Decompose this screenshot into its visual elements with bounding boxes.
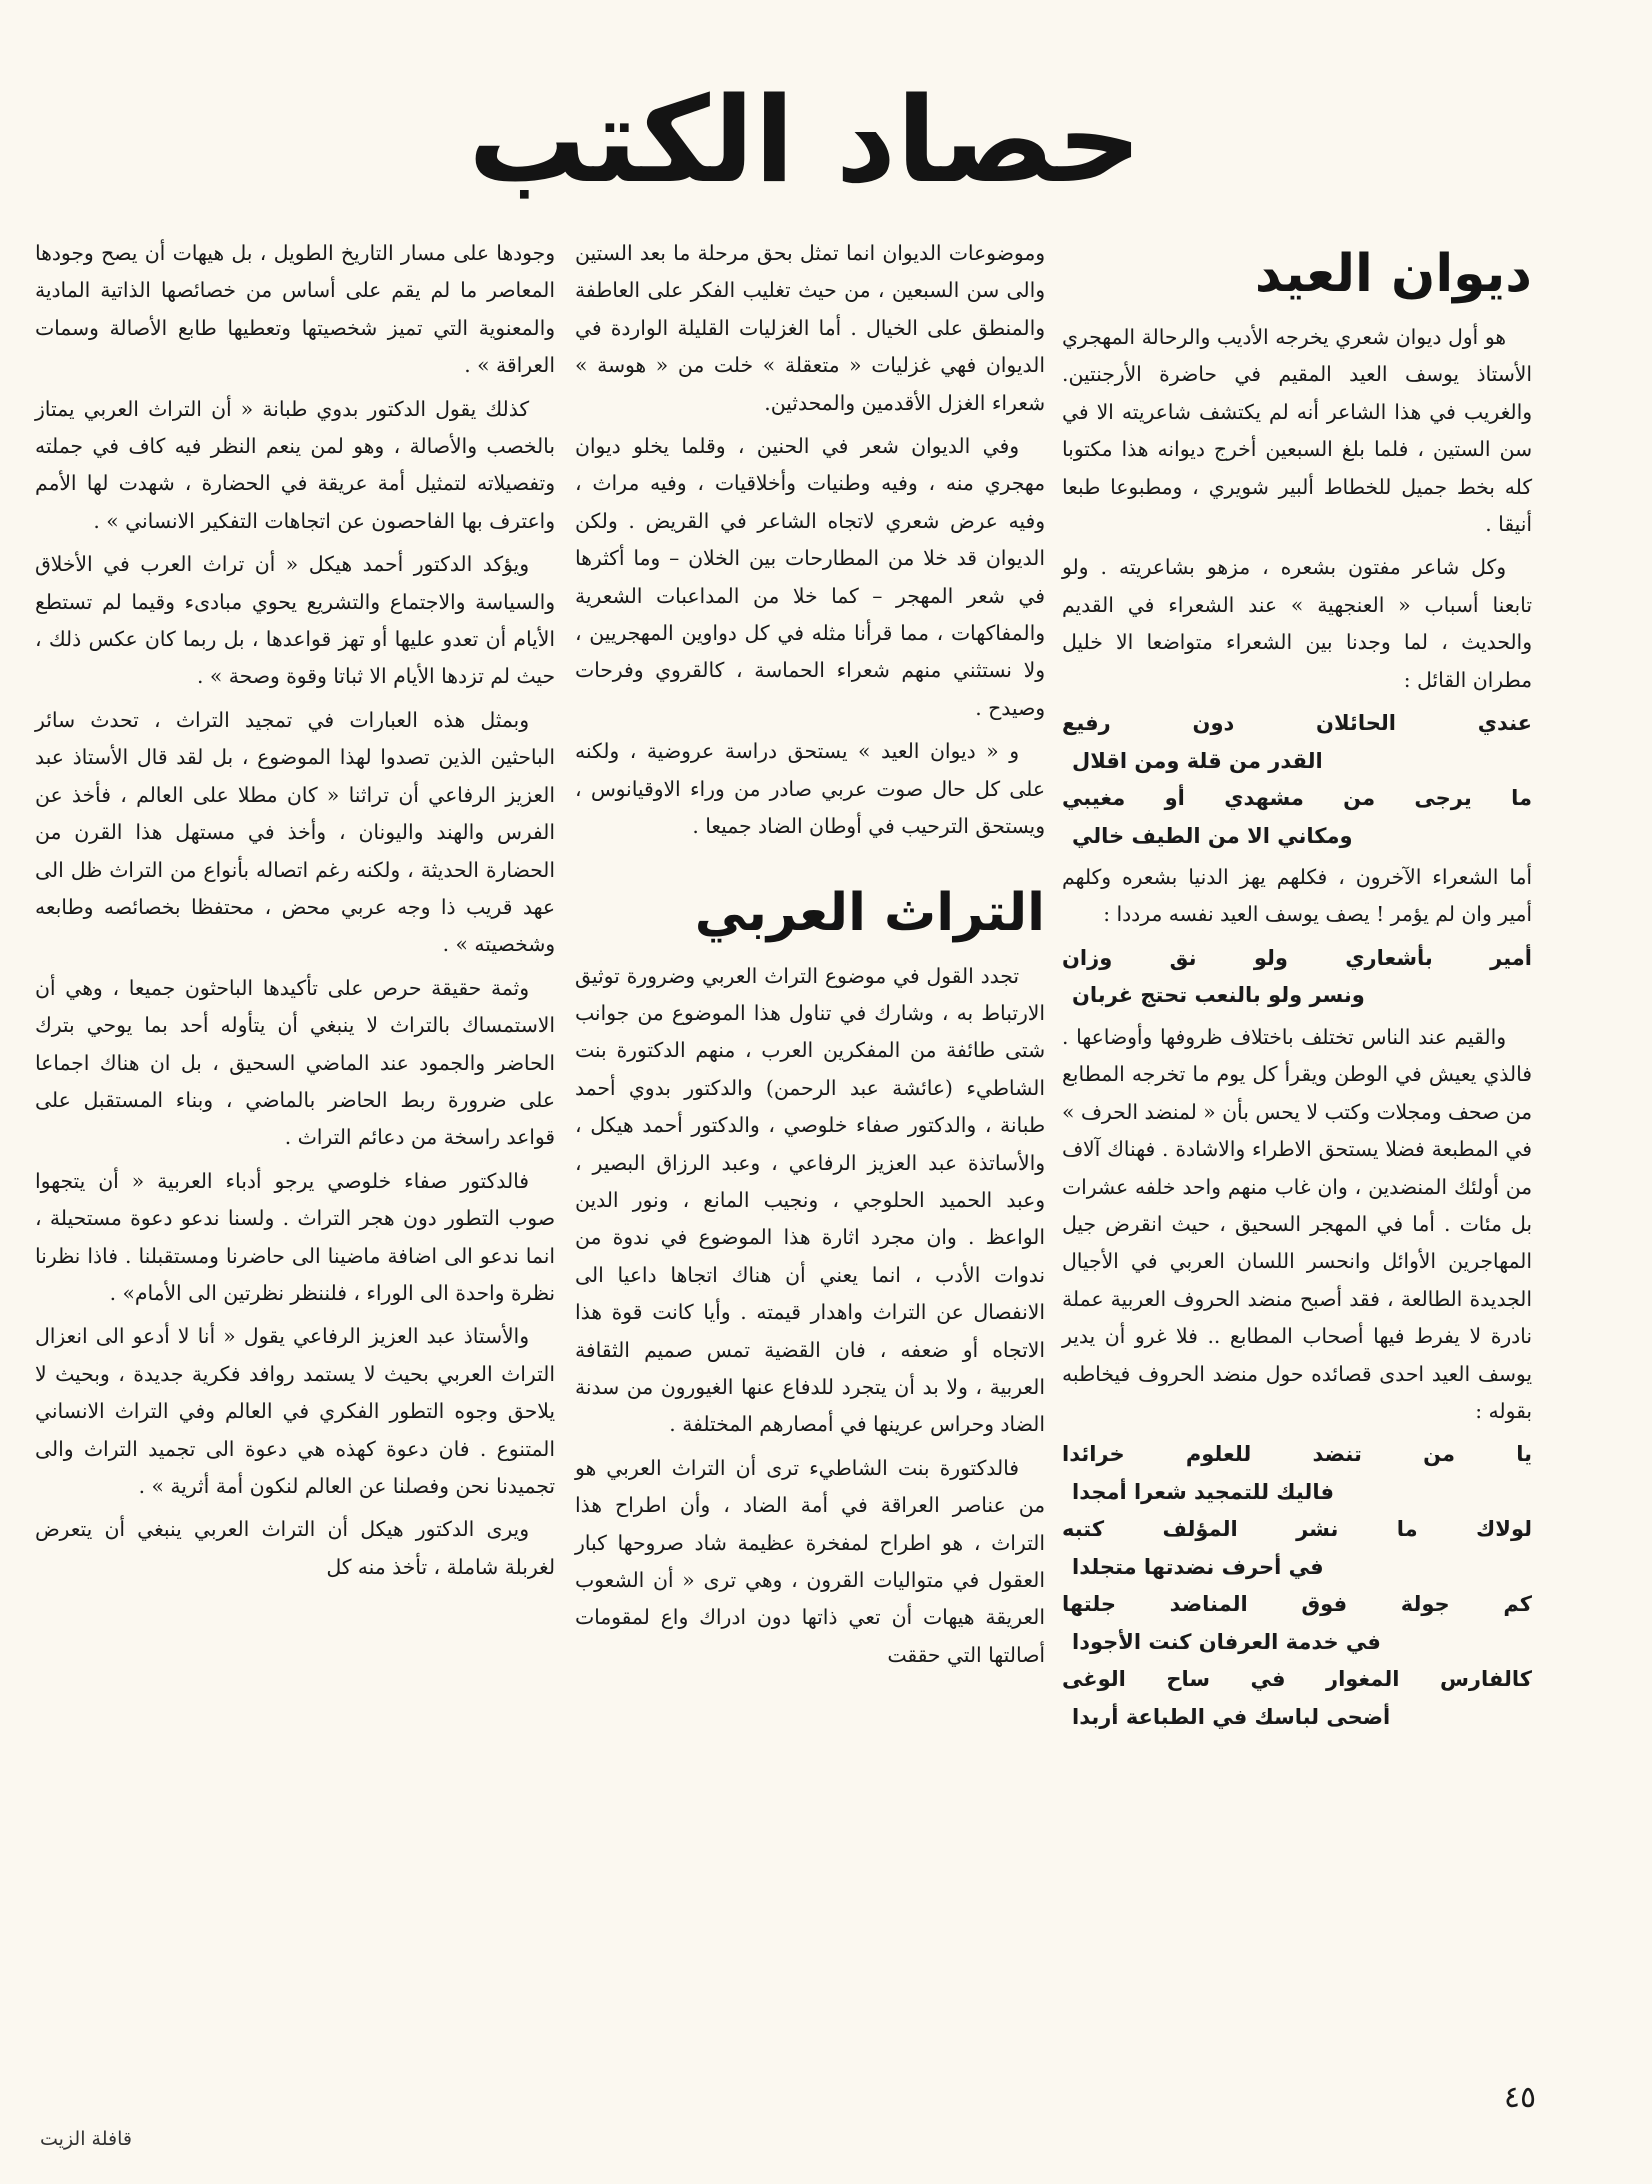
verse-line: عندي الحائلان دون رفيع [1062, 711, 1532, 736]
page-number: ٤٥ [1503, 2080, 1537, 2115]
paragraph: وبمثل هذه العبارات في تمجيد التراث ، تحدث سائر الباحثين الذين تصدوا لهذا الموضوع ، بل لقد قال الأستاذ عبد العزيز الرفاعي أن تراثنا « كان مطلا على العالم ، فأخذ عن الفرس والهند واليونان ، وأخذ في مستهل هذا القرن من الحضارة الحديثة ، ولكنه رغم اتصاله بأنواع من التراث ظل الى عهد قريب ذا وجه عربي محض ، محتفظا بخصائصه وطابعه وشخصيته » . [35, 707, 555, 957]
page-title: حصاد الكتب [468, 71, 1142, 209]
verse-line: كم جولة فوق المناضد جلتها [1062, 1592, 1532, 1617]
section-heading-diwan-al-eid: ديوان العيد [1254, 244, 1532, 304]
column-left [35, 235, 555, 1592]
verse-line: أمير بأشعاري ولو نق وزان [1062, 945, 1532, 970]
verse-line: لولاك ما نشر المؤلف كتبه [1062, 1517, 1532, 1542]
paragraph: فالدكتورة بنت الشاطيء ترى أن التراث العربي هو من عناصر العراقة في أمة الضاد ، وأن اطراح هذا التراث ، هو اطراح لمفخرة عظيمة شاد صروحها كبار العقول في متواليات القرون ، وهي ترى « أن الشعوب العريقة هيهات أن تعي ذاتها دون ادراك واع لمقومات أصالتها التي حققت [575, 1455, 1045, 1667]
section-heading-arab-heritage: التراث العربي [694, 882, 1045, 943]
verse-line: أضحى لباسك في الطباعة أربدا [1072, 1704, 1391, 1729]
verse-line: في خدمة العرفان كنت الأجودا [1072, 1629, 1381, 1654]
footer-publication-name: قافلة الزيت [40, 2128, 132, 2150]
spacer [575, 852, 1045, 874]
verse-line: ما يرجى من مشهدي أو مغيبي [1062, 786, 1532, 811]
poem-verse [1062, 705, 1532, 855]
paragraph: كذلك يقول الدكتور بدوي طبانة « أن التراث العربي يمتاز بالخصب والأصالة ، وهو لمن ينعم النظر فيه كاف في جملته وتفصيلاته لتمثيل أمة عريقة في الحضارة ، شهدت لها الأمم واعترف بها الفاحصون عن اتجاهات التفكير الانساني » . [35, 396, 555, 533]
verse-line: القدر من قلة ومن اقلال [1072, 748, 1323, 773]
verse-line: يا من تنضد للعلوم خرائدا [1062, 1442, 1532, 1467]
poem-verse [1062, 1436, 1532, 1736]
paragraph: ويؤكد الدكتور أحمد هيكل « أن تراث العرب في الأخلاق والسياسة والاجتماع والتشريع يحوي مبادىء وقيما لم تستطع الأيام أن تعدو عليها أو تهز قواعدها ، بل ربما كان عكس ذلك ، حيث لم تزدها الأيام الا ثباتا وقوة وصحة » . [35, 552, 555, 689]
paragraph: وجودها على مسار التاريخ الطويل ، بل هيهات أن يصح وجودها المعاصر ما لم يقم على أساس من خصائصها الذاتية المادية والمعنوية التي تميز شخصيتها وتعطيها طابع الأصالة وسمات العراقة » . [35, 241, 555, 378]
verse-line: ومكاني الا من الطيف خالي [1072, 823, 1353, 848]
paragraph: والأستاذ عبد العزيز الرفاعي يقول « أنا لا أدعو الى انعزال التراث العربي بحيث لا يستمد روافد فكرية جديدة ، وبحيث لا يلاحق وجوه التطور الفكري في العالم وفي التراث الانساني المتنوع . فان دعوة كهذه هي دعوة الى تجميد التراث والى تجميدنا نحن وفصلنا عن العالم لنكون أمة أثرية » . [35, 1324, 555, 1498]
verse-line: فاليك للتمجيد شعرا أمجدا [1072, 1479, 1334, 1504]
verse-line: كالفارس المغوار في ساح الوغى [1062, 1667, 1532, 1692]
paragraph: وموضوعات الديوان انما تمثل بحق مرحلة ما بعد الستين والى سن السبعين ، من حيث تغليب الفكر على العاطفة والمنطق على الخيال . أما الغزليات القليلة الواردة في الديوان فهي غزليات « متعقلة » خلت من « هوسة » شعراء الغزل الأقدمين والمحدثين. [575, 241, 1045, 415]
paragraph: وكل شاعر مفتون بشعره ، مزهو بشاعريته . ولو تابعنا أسباب « العنجهية » عند الشعراء في القديم والحديث ، لما وجدنا بين الشعراء متواضعا الا خليل مطران القائل : [1062, 555, 1532, 692]
paragraph: فالدكتور صفاء خلوصي يرجو أدباء العربية « أن يتجهوا صوب التطور دون هجر التراث . ولسنا ندعو دعوة مستحيلة ، انما ندعو الى اضافة ماضينا الى حاضرنا ومستقبلنا . فاذا نظرنا نظرة واحدة الى الوراء ، فلننظر نظرتين الى الأمام» . [35, 1168, 555, 1305]
paragraph: وفي الديوان شعر في الحنين ، وقلما يخلو ديوان مهجري منه ، وفيه وطنيات وأخلاقيات ، وفيه مراث ، وفيه عرض شعري لاتجاه الشاعر في القريض . ولكن الديوان قد خلا من المطارحات بين الخلان – وما أكثرها في شعر المهجر – كما خلا من المداعبات الشعرية والمفاكهات ، مما قرأنا مثله في كل دواوين المهجريين ، ولا نستثني منهم شعراء الحماسة ، كالقروي وفرحات وصيدح . [575, 434, 1045, 720]
verse-line: في أحرف نضدتها متجلدا [1072, 1554, 1324, 1579]
paragraph: تجدد القول في موضوع التراث العربي وضرورة توثيق الارتباط به ، وشارك في تناول هذا الموضوع من جوانب شتى طائفة من المفكرين العرب ، منهم الدكتورة بنت الشاطيء (عائشة عبد الرحمن) والدكتور بدوي أحمد طبانة ، والدكتور صفاء خلوصي ، والدكتور أحمد هيكل ، والأساتذة عبد العزيز الرفاعي ، وعبد الرزاق البصير ، وعبد الحميد الحلوجي ، ونجيب المانع ، ونور الدين الواعظ . وان مجرد اثارة هذا الموضوع في ندوة من ندوات الأدب ، انما يعني أن هناك اتجاها داعيا الى الانفصال عن التراث واهدار قيمته . وأيا كانت قوة هذا الاتجاه أو ضعفه ، فان القضية تمس صميم الثقافة العربية ، ولا بد أن يتجرد للدفاع عنها الغيورون من سدنة الضاد وحراس عرينها في أمصارهم المختلفة . [575, 963, 1045, 1437]
paragraph: والقيم عند الناس تختلف باختلاف ظروفها وأوضاعها . فالذي يعيش في الوطن ويقرأ كل يوم ما تخرجه المطابع من صحف ومجلات وكتب لا يحس بأن « لمنضد الحرف » في المطبعة فضلا يستحق الاطراء والاشادة . فهناك آلاف من أولئك المنضدين ، وان غاب منهم واحد خلفه عشرات بل مئات . أما في المهجر السحيق ، حيث انقرض جيل المهاجرين الأوائل وانحسر اللسان العربي في الأجيال الجديدة الطالعة ، فقد أصبح منضد الحروف العربية عملة نادرة لا يفرط فيها أصحاب المطابع .. فلا غرو أن يدير يوسف العيد احدى قصائده حول منضد الحروف فيخاطبه بقوله : [1062, 1024, 1532, 1423]
paragraph: و « ديوان العيد » يستحق دراسة عروضية ، ولكنه على كل حال صوت عربي صادر من وراء الاوقيانوس ، ويستحق الترحيب في أوطان الضاد جميعا . [575, 739, 1045, 839]
paragraph: أما الشعراء الآخرون ، فكلهم يهز الدنيا بشعره وكلهم أمير وان لم يؤمر ! يصف يوسف العيد نفسه مرددا : [1062, 865, 1532, 927]
column-right [1062, 235, 1532, 1740]
paragraph: وثمة حقيقة حرص على تأكيدها الباحثون جميعا ، وهي أن الاستمساك بالتراث لا ينبغي أن يتأوله أحد بما يوحي بترك الحاضر والجمود عند الماضي السحيق ، بل ان هناك اجماعا على ضرورة ربط الحاضر بالماضي ، وبناء المستقبل على قواعد راسخة من دعائم التراث . [35, 975, 555, 1150]
paragraph: ويرى الدكتور هيكل أن التراث العربي ينبغي أن يتعرض لغربلة شاملة ، تأخذ منه كل [35, 1517, 555, 1579]
verse-line: ونسر ولو بالنعب تحتج غربان [1072, 983, 1365, 1008]
column-middle [575, 235, 1045, 1680]
poem-verse [1062, 940, 1532, 1015]
paragraph: هو أول ديوان شعري يخرجه الأديب والرحالة المهجري الأستاذ يوسف العيد المقيم في حاضرة الأرجنتين. والغريب في هذا الشاعر أنه لم يكتشف شاعريته الا في سن الستين ، فلما بلغ السبعين أخرج ديوانه هذا مكتوبا كله بخط جميل للخطاط ألبير شويري ، ومطبوعا طبعا أنيقا . [1062, 325, 1532, 537]
